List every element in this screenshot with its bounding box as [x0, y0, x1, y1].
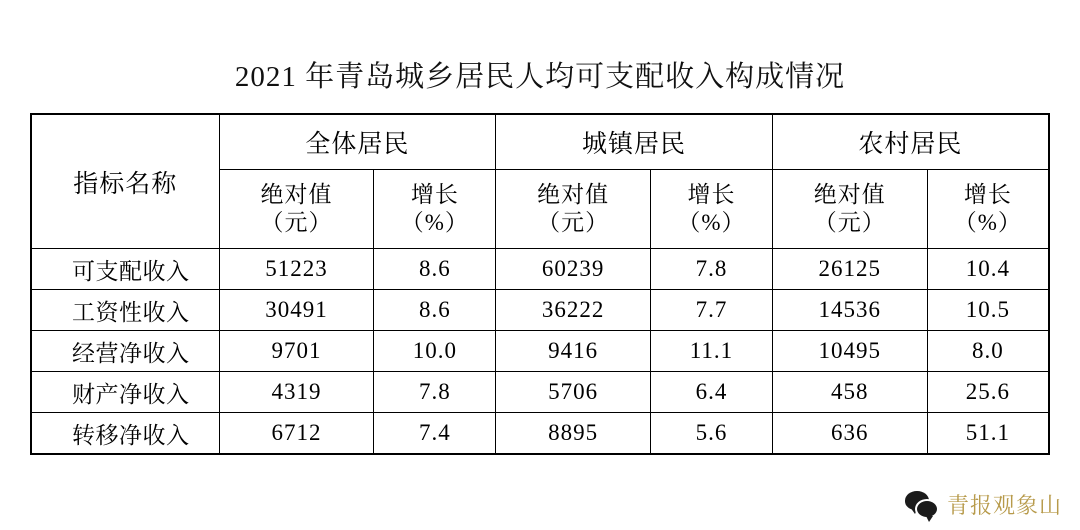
cell-value: 9701 [219, 331, 374, 372]
table-header-row-groups [31, 114, 1049, 170]
page-title: 2021 年青岛城乡居民人均可支配收入构成情况 [234, 61, 846, 93]
table-row [31, 331, 1049, 372]
cell-value: 7.7 [651, 290, 773, 331]
table-row [31, 413, 1049, 455]
cell-value: 26125 [772, 249, 927, 290]
subheader-line1: 增长 [410, 181, 459, 207]
subheader-line1: 绝对值 [813, 181, 886, 207]
subheader-line2: （元） [260, 210, 333, 235]
subheader-line2: （元） [813, 210, 886, 235]
cell-value: 10.4 [927, 249, 1049, 290]
cell-value: 8.6 [374, 290, 496, 331]
cell-value: 60239 [496, 249, 651, 290]
income-table-container [30, 113, 1050, 455]
subheader-rural-growth [927, 170, 1049, 249]
cell-value: 4319 [219, 372, 374, 413]
row-label: 工资性收入 [31, 290, 219, 331]
subheader-line2: （%） [677, 210, 746, 235]
subheader-line1: 增长 [963, 181, 1012, 207]
cell-value: 5.6 [651, 413, 773, 455]
subheader-all-absolute [219, 170, 374, 249]
subheader-line1: 增长 [687, 181, 736, 207]
cell-value: 30491 [219, 290, 374, 331]
subheader-line2: （元） [537, 210, 610, 235]
subheader-urban-absolute [496, 170, 651, 249]
cell-value: 10.0 [374, 331, 496, 372]
cell-value: 51.1 [927, 413, 1049, 455]
table-row [31, 290, 1049, 331]
cell-value: 8.6 [374, 249, 496, 290]
header-indicator-name: 指标名称 [31, 114, 219, 249]
row-label: 经营净收入 [31, 331, 219, 372]
income-composition-table [30, 113, 1050, 455]
row-label: 可支配收入 [31, 249, 219, 290]
header-group-urban-residents: 城镇居民 [496, 114, 773, 170]
cell-value: 6.4 [651, 372, 773, 413]
wechat-icon [905, 491, 939, 519]
cell-value: 36222 [496, 290, 651, 331]
cell-value: 5706 [496, 372, 651, 413]
subheader-urban-growth [651, 170, 773, 249]
cell-value: 8.0 [927, 331, 1049, 372]
cell-value: 14536 [772, 290, 927, 331]
row-label: 转移净收入 [31, 413, 219, 455]
cell-value: 11.1 [651, 331, 773, 372]
wechat-account-badge [905, 489, 1062, 520]
cell-value: 10495 [772, 331, 927, 372]
cell-value: 7.8 [374, 372, 496, 413]
cell-value: 25.6 [927, 372, 1049, 413]
cell-value: 458 [772, 372, 927, 413]
cell-value: 7.4 [374, 413, 496, 455]
cell-value: 7.8 [651, 249, 773, 290]
cell-value: 6712 [219, 413, 374, 455]
subheader-line2: （%） [400, 210, 469, 235]
header-group-all-residents: 全体居民 [219, 114, 496, 170]
cell-value: 8895 [496, 413, 651, 455]
wechat-account-name: 青报观象山 [946, 493, 1062, 518]
subheader-line2: （%） [953, 210, 1022, 235]
cell-value: 10.5 [927, 290, 1049, 331]
cell-value: 51223 [219, 249, 374, 290]
subheader-line1: 绝对值 [260, 181, 333, 207]
subheader-rural-absolute [772, 170, 927, 249]
row-label: 财产净收入 [31, 372, 219, 413]
subheader-line1: 绝对值 [537, 181, 610, 207]
table-row [31, 249, 1049, 290]
table-row [31, 372, 1049, 413]
cell-value: 9416 [496, 331, 651, 372]
cell-value: 636 [772, 413, 927, 455]
subheader-all-growth [374, 170, 496, 249]
header-group-rural-residents: 农村居民 [772, 114, 1049, 170]
